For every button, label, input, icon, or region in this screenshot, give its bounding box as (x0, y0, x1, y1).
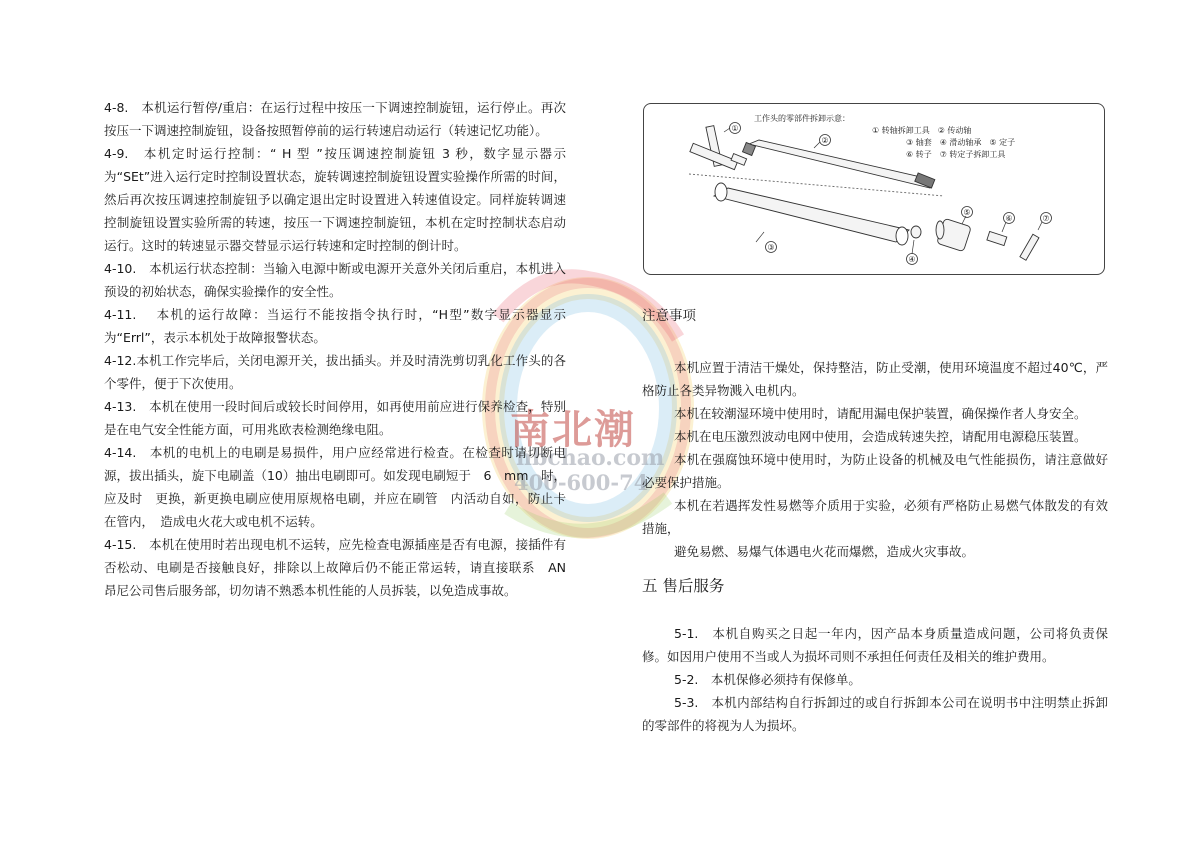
note-5: 本机在若遇挥发性易燃等介质用于实验，必须有严格防止易燃气体散发的有效措施， (642, 498, 1108, 536)
paragraph-4-9: 4-9. 本机定时运行控制：“ H 型 ”按压调速控制旋钮 3 秒，数字显示器示为“SEt”进入运行定时控制设置状态，旋转调速控制旋钮设置实验操作所需的时间，然后再次按压调速控制旋钮予以确定退出定时设置进入转速值设定。同样旋转调速控制旋钮设置实验所需的转速，按压一下调速控制旋钮，本机在定时控制状态启动运行。这时的转速显示器交替显示运行转速和定时控制的倒计时。 (104, 146, 566, 253)
watermark-brand: 南北潮 (510, 406, 636, 453)
note-6: 避免易燃、易爆气体遇电火花而爆燃，造成火灾事故。 (674, 544, 975, 559)
paragraph-4-8: 4-8. 本机运行暂停/重启：在运行过程中按压一下调速控制旋钮，运行停止。再次按压一下调速控制旋钮，设备按照暂停前的运行转速启动运行（转速记忆功能）。 (104, 100, 566, 138)
diagram-title: 工作头的零部件拆卸示意： (754, 114, 850, 123)
diagram-legend-2: ③ 轴套 ④ 滑动轴承 ⑤ 定子 (906, 138, 1016, 147)
service-5-2: 5-2. 本机保修必须持有保修单。 (674, 672, 861, 687)
note-2: 本机在较潮湿环境中使用时，请配用漏电保护装置，确保操作者人身安全。 (674, 406, 1087, 421)
diagram-illustration (644, 104, 1104, 274)
disassembly-diagram (643, 103, 1105, 275)
diagram-legend-3: ⑥ 转子 ⑦ 转定子拆卸工具 (906, 150, 1006, 159)
paragraph-4-11: 4-11. 本机的运行故障：当运行不能按指令执行时，“H型”数字显示器显示为“Errl”，表示本机处于故障报警状态。 (104, 307, 566, 345)
marker-1: ① (731, 124, 739, 133)
marker-2: ② (821, 136, 829, 145)
watermark-site: nbchao.com (516, 445, 665, 471)
paragraph-4-12: 4-12.本机工作完毕后，关闭电源开关，拔出插头。并及时清洗剪切乳化工作头的各个零件，便于下次使用。 (104, 353, 566, 391)
marker-5: ⑤ (963, 208, 971, 217)
paragraph-4-13: 4-13. 本机在使用一段时间后或较长时间停用，如再使用前应进行保养检查，特别是在电气安全性能方面，可用兆欧表检测绝缘电阻。 (104, 399, 566, 437)
paragraph-4-14: 4-14. 本机的电机上的电刷是易损件，用户应经常进行检查。在检查时请切断电源，拔出插头，旋下电刷盖（10）抽出电刷即可。如发现电刷短于 6 mm 时，应及时 更换，新更换电刷应使用原规格电刷，并应在刷管 内活动自如，防止卡在管内， 造成电火花大或电机不运转。 (104, 445, 566, 529)
marker-7: ⑦ (1042, 214, 1050, 223)
note-3: 本机在电压激烈波动电网中使用，会造成转速失控，请配用电源稳压装置。 (674, 429, 1087, 444)
marker-6: ⑥ (1005, 214, 1013, 223)
right-column (642, 305, 1108, 737)
service-5-3: 5-3. 本机内部结构自行拆卸过的或自行拆卸本公司在说明书中注明禁止拆卸的零部件的将视为人为损坏。 (642, 695, 1108, 733)
paragraph-4-15: 4-15. 本机在使用时若出现电机不运转，应先检查电源插座是否有电源，接插件有否松动、电刷是否接触良好，排除以上故障后仍不能正常运转，请直接联系 AN 昂尼公司售后服务部，切勿请不熟悉本机性能的人员拆装，以免造成事故。 (104, 537, 579, 598)
sleeve-shape (689, 174, 944, 245)
drive-shaft-shape (742, 140, 934, 188)
service-5-1: 5-1. 本机自购买之日起一年内，因产品本身质量造成问题，公司将负责保修。如因用户使用不当或人为损坏司则不承担任何责任及相关的维护费用。 (642, 626, 1108, 664)
small-parts-shapes (911, 218, 1039, 260)
marker-4: ④ (908, 255, 916, 264)
diagram-legend-1: ① 转轴拆卸工具 ② 传动轴 (872, 126, 972, 135)
marker-3: ③ (767, 243, 775, 252)
paragraph-4-10: 4-10. 本机运行状态控制：当输入电源中断或电源开关意外关闭后重启，本机进入预设的初始状态，确保实验操作的安全性。 (104, 261, 566, 299)
notes-title: 注意事项 (642, 308, 696, 324)
note-1: 本机应置于清洁干燥处，保持整洁，防止受潮，使用环境温度不超过40℃，严格防止各类异物溅入电机内。 (642, 360, 1108, 398)
note-4: 本机在强腐蚀环境中使用时，为防止设备的机械及电气性能损伤，请注意做好必要保护措施。 (642, 452, 1108, 490)
watermark-phone: 400-600-74 (514, 470, 649, 495)
service-title: 五 售后服务 (642, 577, 725, 595)
